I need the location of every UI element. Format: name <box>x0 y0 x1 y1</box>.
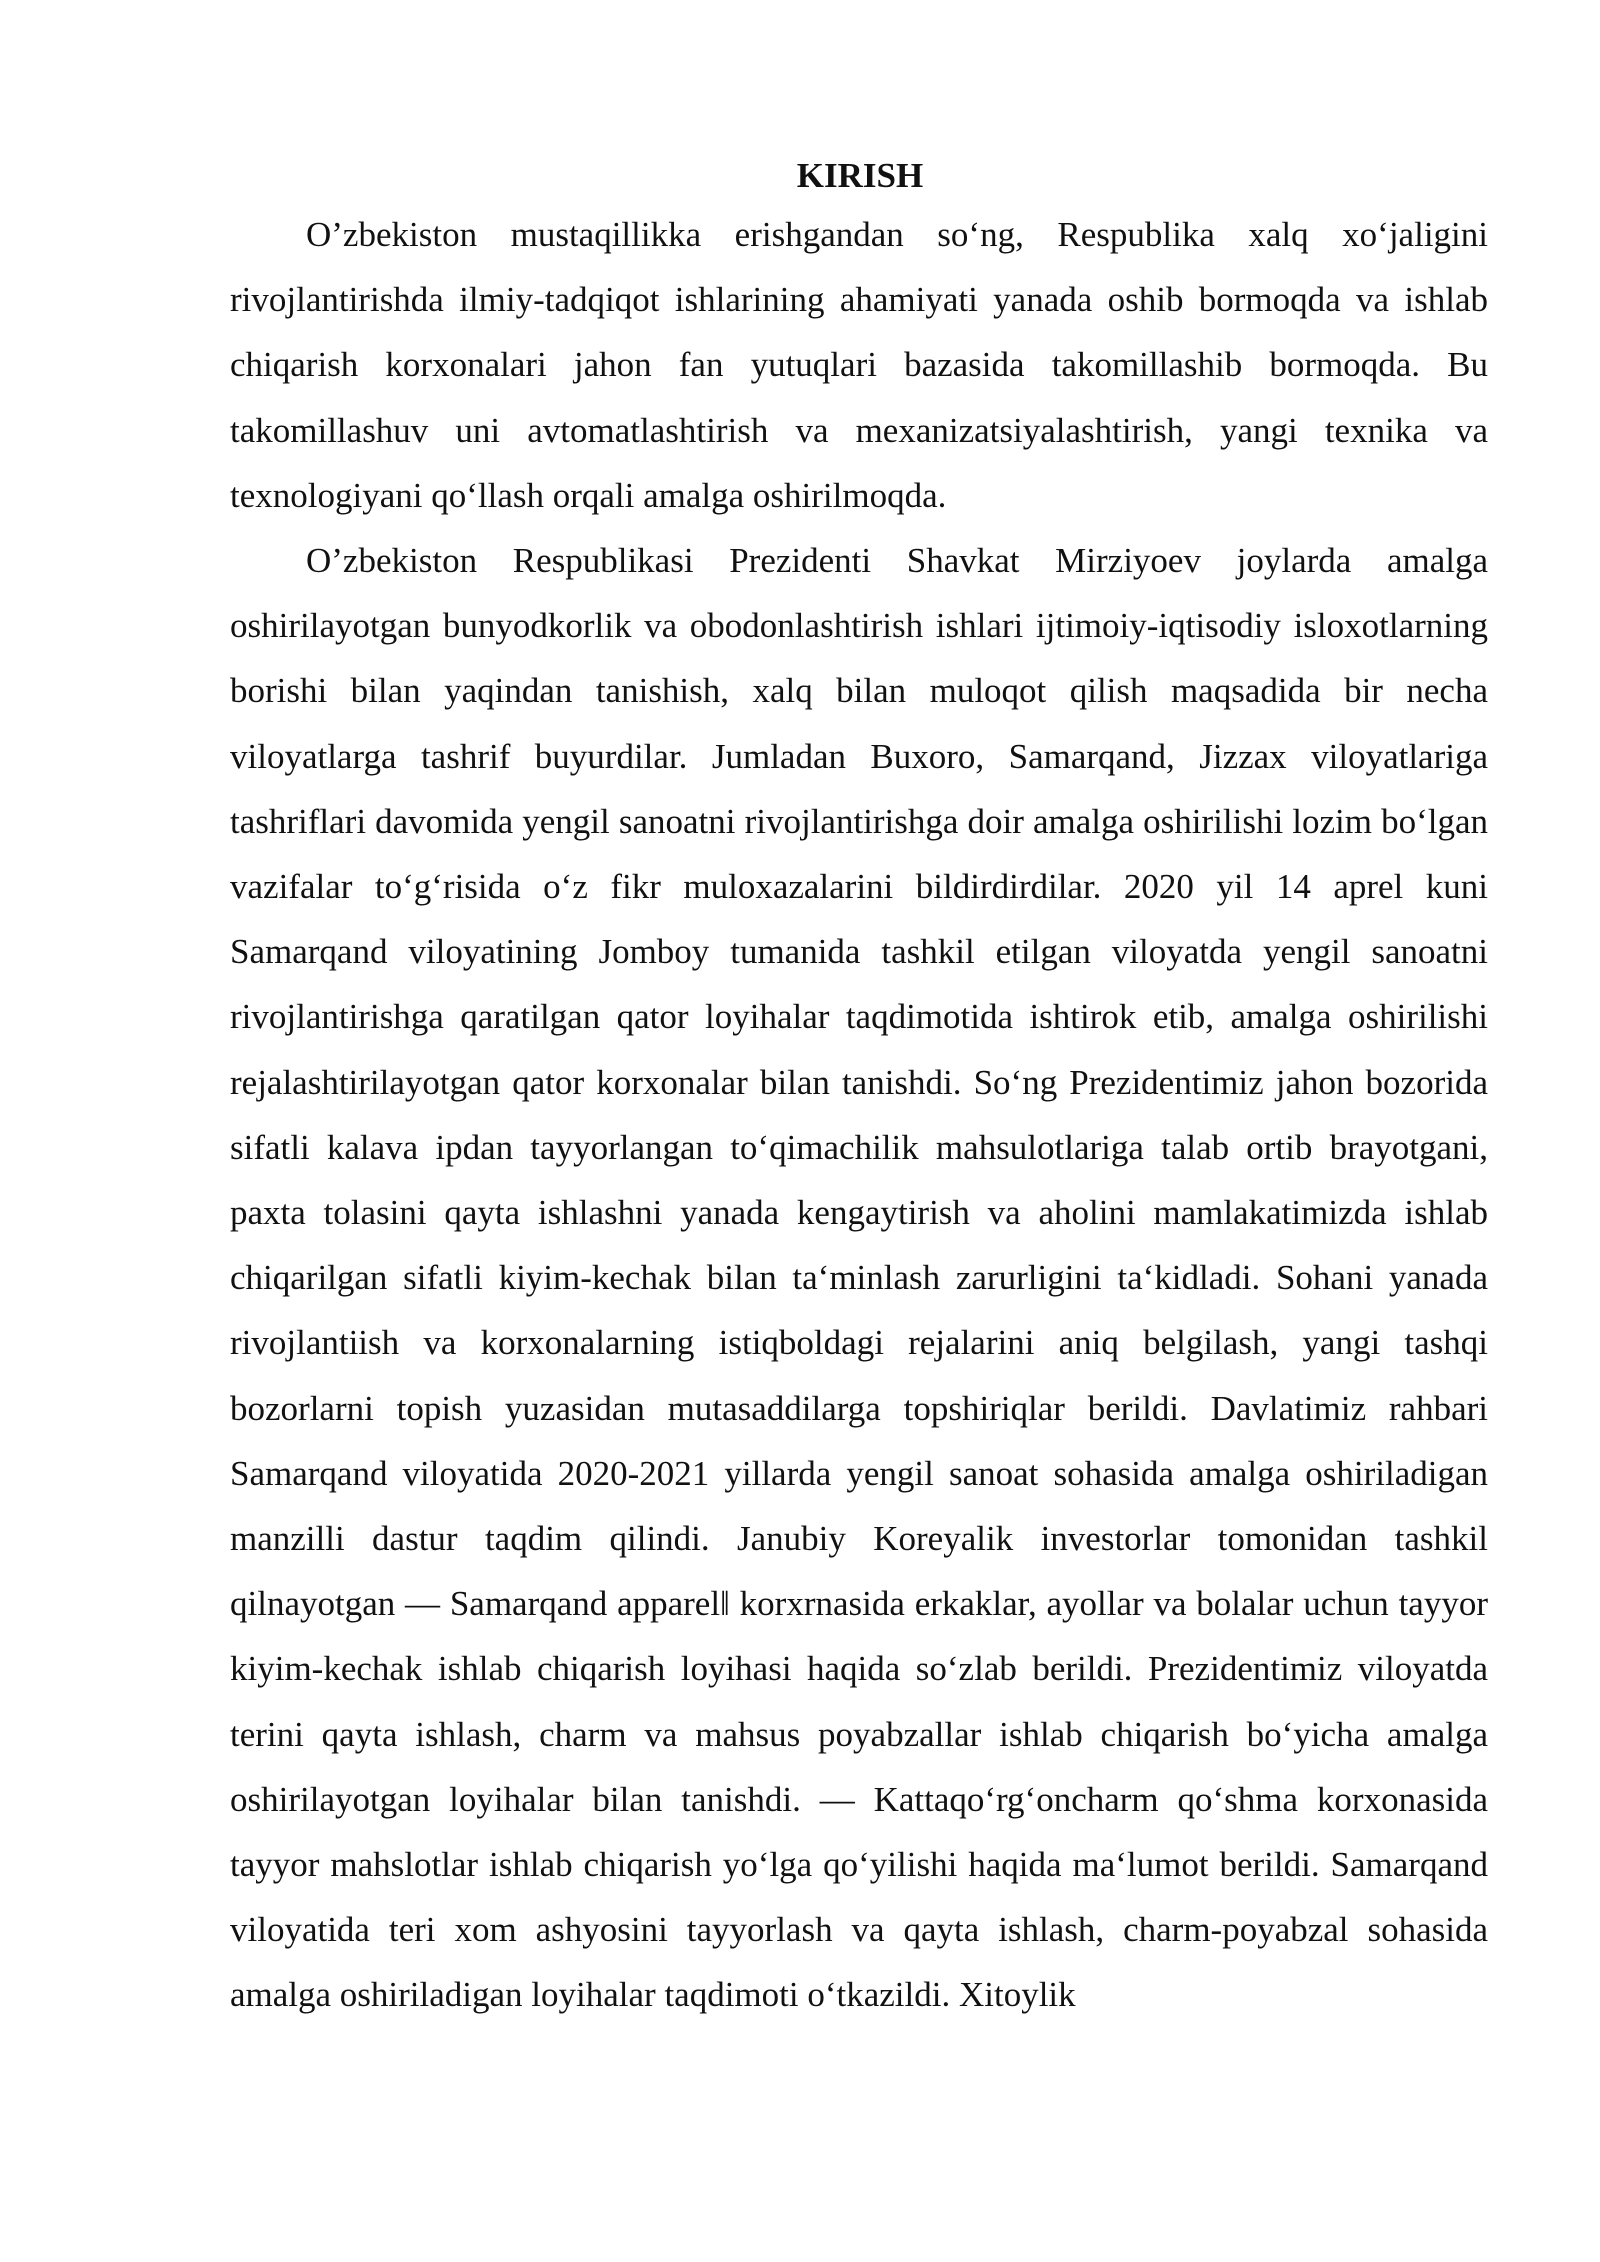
document-body <box>230 150 1488 2028</box>
paragraph-intro: O’zbekiston mustaqillikka erishgandan so‘ng, Respublika xalq xo‘jaligini rivojlantirishda ilmiy-tadqiqot ishlarining ahamiyati yanada oshib bormoqda va ishlab chiqarish korxonalari jahon fan yutuqlari bazasida takomillashib bormoqda. Bu takomillashuv uni avtomatlashtirish va mexanizatsiyalashtirish, yangi texnika va texnologiyani qo‘llash orqali amalga oshirilmoqda. <box>230 215 1488 515</box>
paragraph-president-visit: O’zbekiston Respublikasi Prezidenti Shavkat Mirziyoev joylarda amalga oshirilayotgan bunyodkorlik va obodonlashtirish ishlari ijtimoiy-iqtisodiy isloxotlarning borishi bilan yaqindan tanishish, xalq bilan muloqot qilish maqsadida bir necha viloyatlarga tashrif buyurdilar. Jumladan Buxoro, Samarqand, Jizzax viloyatlariga tashriflari davomida yengil sanoatni rivojlantirishga doir amalga oshirilishi lozim bo‘lgan vazifalar to‘g‘risida o‘z fikr muloxazalarini bildirdirdilar. 2020 yil 14 aprel kuni Samarqand viloyatining Jomboy tumanida tashkil etilgan viloyatda yengil sanoatni rivojlantirishga qaratilgan qator loyihalar taqdimotida ishtirok etib, amalga oshirilishi rejalashtirilayotgan qator korxonalar bilan tanishdi. So‘ng Prezidentimiz jahon bozorida sifatli kalava ipdan tayyorlangan to‘qimachilik mahsulotlariga talab ortib brayotgani, paxta tolasini qayta ishlashni yanada kengaytirish va aholini mamlakatimizda ishlab chiqarilgan sifatli kiyim-kechak bilan ta‘minlash zarurligini ta‘kidladi. Sohani yanada rivojlantiish va korxonalarning istiqboldagi rejalarini aniq belgilash, yangi tashqi bozorlarni topish yuzasidan mutasaddilarga topshiriqlar berildi. Davlatimiz rahbari Samarqand viloyatida 2020-2021 yillarda yengil sanoat sohasida amalga oshiriladigan manzilli dastur taqdim qilindi. Janubiy Koreyalik investorlar tomonidan tashkil qilnayotgan ― Samarqand apparel‖ korxrnasida erkaklar, ayollar va bolalar uchun tayyor kiyim-kechak ishlab chiqarish loyihasi haqida so‘zlab berildi. Prezidentimiz viloyatda terini qayta ishlash, charm va mahsus poyabzallar ishlab chiqarish bo‘yicha amalga oshirilayotgan loyihalar bilan tanishdi. ― Kattaqo‘rg‘oncharm qo‘shma korxonasida tayyor mahslotlar ishlab chiqarish yo‘lga qo‘yilishi haqida ma‘lumot berildi. Samarqand viloyatida teri xom ashyosini tayyorlash va qayta ishlash, charm-poyabzal sohasida amalga oshiriladigan loyihalar taqdimoti o‘tkazildi. Xitoylik <box>230 541 1488 2015</box>
section-title: KIRISH <box>796 156 924 195</box>
